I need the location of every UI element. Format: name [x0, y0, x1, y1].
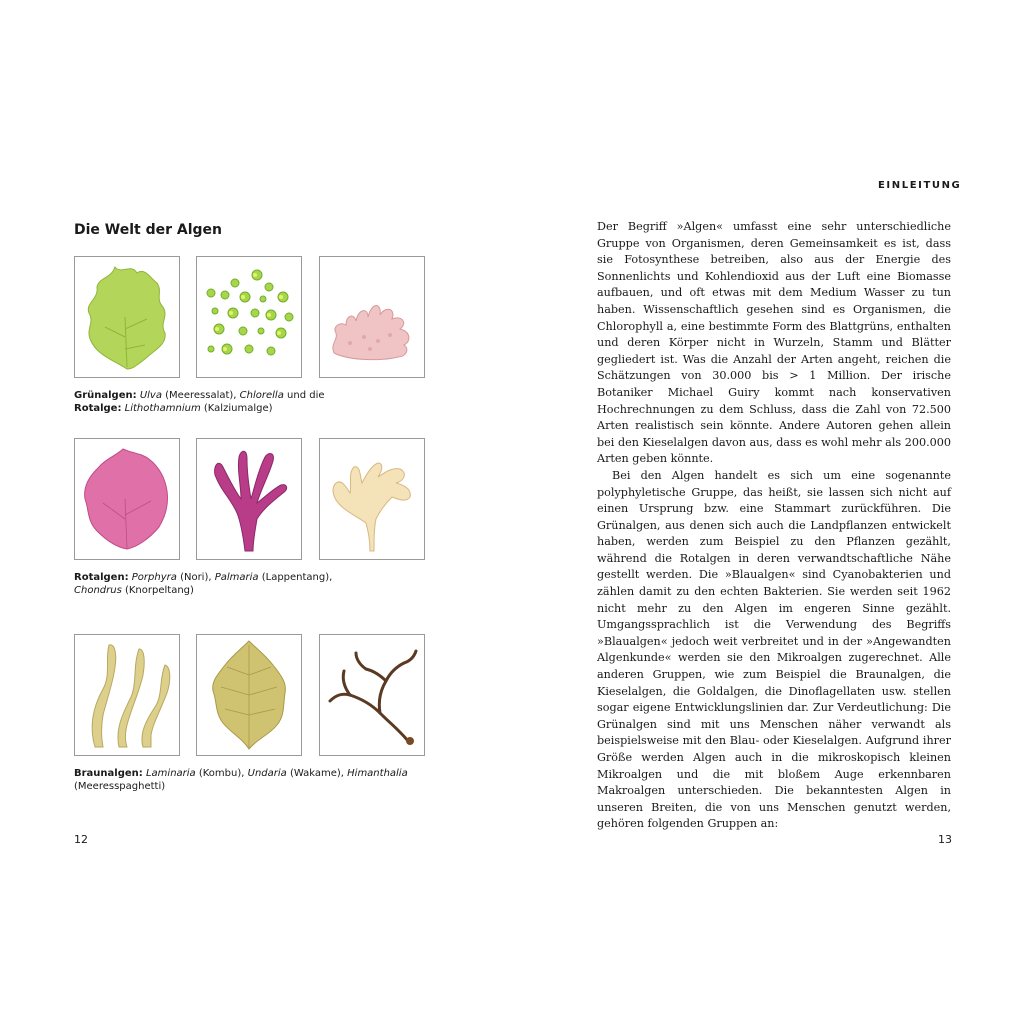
page-number-left: 12 [74, 833, 88, 846]
chlorella-icon [197, 257, 301, 377]
himanthalia-icon [320, 635, 424, 755]
porphyra-icon [75, 439, 179, 559]
caption-red-algae: Rotalgen: Porphyra (Nori), Palmaria (Lappentang), Chondrus (Knorpeltang) [74, 572, 333, 596]
algae-row-brown [74, 634, 434, 793]
chondrus-icon [320, 439, 424, 559]
page-number-right: 13 [938, 833, 952, 846]
body-text [597, 219, 951, 833]
himanthalia-illustration [319, 634, 425, 756]
undaria-icon [197, 635, 301, 755]
palmaria-icon [197, 439, 301, 559]
caption-green-algae: Grünalgen: Ulva (Meeressalat), Chlorella und die Rotalge: Lithothamnium (Kalziumalge) [74, 390, 325, 414]
lithothamnium-illustration [319, 256, 425, 378]
algae-row-green [74, 256, 434, 415]
undaria-illustration [196, 634, 302, 756]
algae-row-red [74, 438, 434, 597]
chlorella-illustration [196, 256, 302, 378]
laminaria-icon [75, 635, 179, 755]
lithothamnium-icon [320, 257, 424, 377]
section-label: EINLEITUNG [878, 180, 962, 191]
porphyra-illustration [74, 438, 180, 560]
caption-brown-algae: Braunalgen: Laminaria (Kombu), Undaria (Wakame), Himanthalia (Meeresspaghetti) [74, 768, 408, 792]
ulva-illustration [74, 256, 180, 378]
palmaria-illustration [196, 438, 302, 560]
ulva-icon [75, 257, 179, 377]
chondrus-illustration [319, 438, 425, 560]
paragraph-1: Der Begriff »Algen« umfasst eine sehr unterschiedliche Gruppe von Organismen, deren Gemeinsamkeit es ist, dass sie Fotosynthese betreiben, also aus der Energie des Sonnenlichts und Kohlendioxid aus der Luft eine Biomasse aufbauen, und oft etwas mit dem Medium Wasser zu tun haben. Wissenschaftlich gesehen sind es Organismen, die Chlorophyll a, eine bestimmte Form des Blattgrüns, enthalten und deren Körper nicht in Wurzeln, Stamm und Blätter gegliedert ist. Was die Anzahl der Arten angeht, reichen die Schätzungen von 30.000 bis > 1 Million. Der irische Botaniker Michael Guiry kommt nach konservativen Hochrechnungen zu dem Schluss, dass die Zahl von 72.500 Arten realistisch sein könnte. Andere Autoren gehen allein bei den Kieselalgen davon aus, dass es wohl mehr als 200.000 Arten geben könnte. [597, 220, 951, 466]
laminaria-illustration [74, 634, 180, 756]
paragraph-2: Bei den Algen handelt es sich um eine sogenannte polyphyletische Gruppe, das heißt, sie lassen sich nicht auf einen Ursprung bzw. eine Stammart zurückführen. Die Grünalgen, aus denen sich auch die Landpflanzen entwickelt haben, werden zum Beispiel zu den Pflanzen gezählt, während die Rotalgen in deren verwandtschaftliche Nähe gestellt werden. Die »Blaualgen« sind Cyanobakterien und zählen damit zu den echten Bakterien. Sie werden seit 1962 nicht mehr zu den Algen im engeren Sinne gezählt. Umgangssprachlich ist die Verwendung des Begriffs »Blaualgen« jedoch weit verbreitet und in der »Angewandten Algenkunde« werden sie den Mikroalgen zugerechnet. Alle anderen Gruppen, wie zum Beispiel die Braunalgen, die Kieselalgen, die Goldalgen, die Dinoflagellaten usw. stellen sogar eigene Entwicklungslinien dar. Zur Verdeutlichung: Die Grünalgen sind mit uns Menschen näher verwandt als beispielsweise mit den Blau- oder Kieselalgen. Aufgrund ihrer Größe werden Algen auch in die mikroskopisch kleinen Mikroalgen und die mit bloßem Auge erkennbaren Makroalgen unterschieden. Die bekanntesten Algen in unseren Breiten, die von uns Menschen genutzt werden, gehören folgenden Gruppen an: [597, 468, 951, 831]
page-title: Die Welt der Algen [74, 222, 223, 238]
